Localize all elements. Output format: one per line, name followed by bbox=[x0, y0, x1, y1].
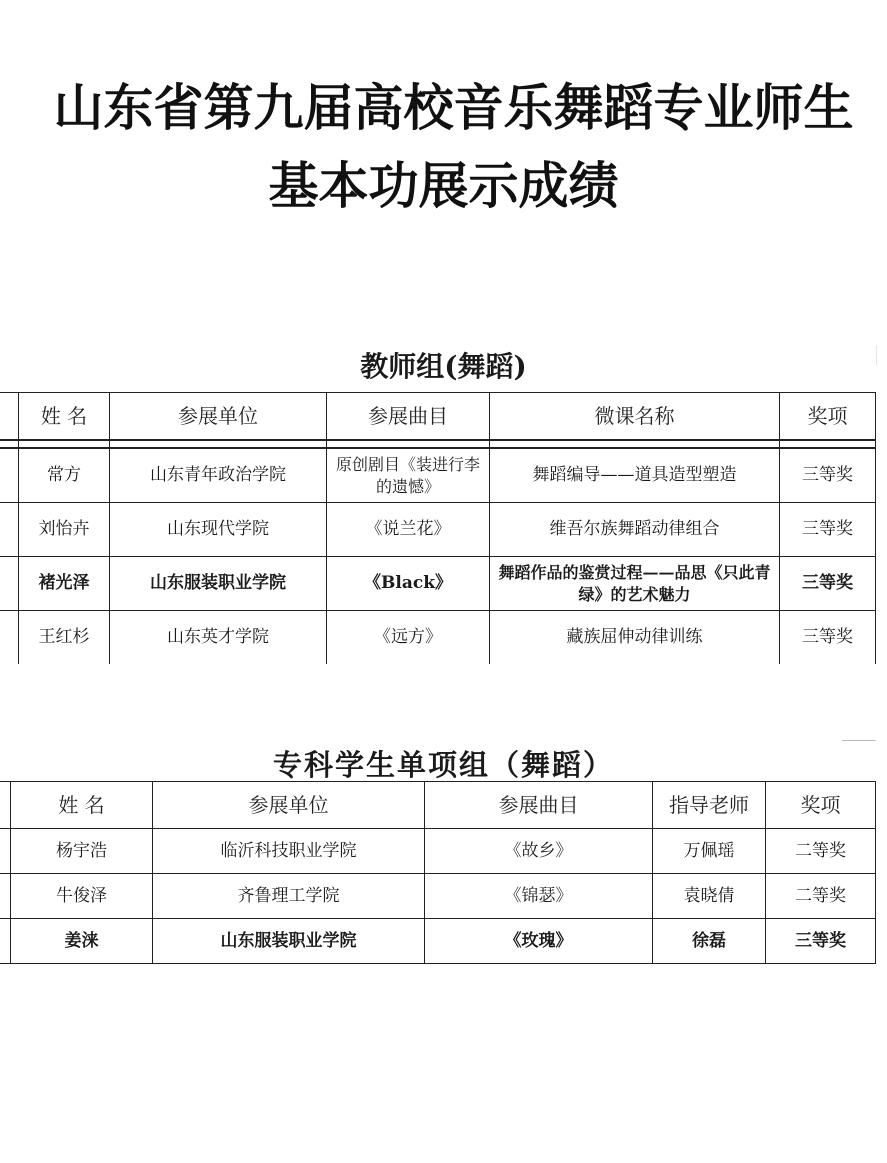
header-award: 奖项 bbox=[780, 393, 876, 441]
award-cell: 三等奖 bbox=[780, 448, 876, 503]
table-row bbox=[0, 874, 876, 919]
scan-artifact-line bbox=[876, 345, 877, 365]
table-row bbox=[0, 448, 876, 503]
page-title-line-2: 基本功展示成绩 bbox=[268, 157, 619, 215]
unit-cell: 山东青年政治学院 bbox=[110, 448, 327, 503]
header-unit: 参展单位 bbox=[153, 782, 425, 829]
header-teacher: 指导老师 bbox=[653, 782, 766, 829]
index-cell bbox=[0, 503, 19, 557]
piece-cell: 《锦瑟》 bbox=[425, 874, 653, 919]
piece-cell: 《Black》 bbox=[327, 557, 490, 611]
course-cell: 维吾尔族舞蹈动律组合 bbox=[490, 503, 780, 557]
header-piece: 参展曲目 bbox=[425, 782, 653, 829]
unit-cell: 临沂科技职业学院 bbox=[153, 829, 425, 874]
student-group-caption: 专科学生单项组（舞蹈） bbox=[272, 748, 614, 782]
header-piece: 参展曲目 bbox=[327, 393, 490, 441]
award-cell: 二等奖 bbox=[766, 829, 876, 874]
teacher-group-caption: 教师组(舞蹈) bbox=[360, 350, 527, 383]
table-row bbox=[0, 557, 876, 611]
piece-cell: 原创剧目《装进行李的遗憾》 bbox=[327, 448, 490, 503]
table-row bbox=[0, 919, 876, 964]
index-cell bbox=[0, 611, 19, 665]
unit-cell: 齐鲁理工学院 bbox=[153, 874, 425, 919]
index-cell bbox=[0, 448, 19, 503]
unit-cell: 山东服装职业学院 bbox=[153, 919, 425, 964]
name-cell: 牛俊泽 bbox=[11, 874, 153, 919]
name-cell: 常方 bbox=[19, 448, 110, 503]
award-cell: 二等奖 bbox=[766, 874, 876, 919]
student-results-table bbox=[0, 781, 876, 964]
page-title-line-1: 山东省第九届高校音乐舞蹈专业师生 bbox=[53, 79, 854, 137]
index-cell bbox=[0, 919, 11, 964]
unit-cell: 山东服装职业学院 bbox=[110, 557, 327, 611]
name-cell: 褚光泽 bbox=[19, 557, 110, 611]
table-row bbox=[0, 503, 876, 557]
teacher-cell: 徐磊 bbox=[653, 919, 766, 964]
index-header bbox=[0, 393, 19, 441]
header-unit: 参展单位 bbox=[110, 393, 327, 441]
header-gap-row bbox=[0, 440, 876, 448]
unit-cell: 山东英才学院 bbox=[110, 611, 327, 665]
name-cell: 王红杉 bbox=[19, 611, 110, 665]
index-cell bbox=[0, 557, 19, 611]
piece-cell: 《远方》 bbox=[327, 611, 490, 665]
course-cell: 藏族屈伸动律训练 bbox=[490, 611, 780, 665]
piece-cell: 《说兰花》 bbox=[327, 503, 490, 557]
scan-artifact-mark bbox=[842, 740, 876, 741]
header-course: 微课名称 bbox=[490, 393, 780, 441]
table-header-row bbox=[0, 782, 876, 829]
header-name: 姓 名 bbox=[19, 393, 110, 441]
name-cell: 杨宇浩 bbox=[11, 829, 153, 874]
index-header bbox=[0, 782, 11, 829]
index-cell bbox=[0, 829, 11, 874]
header-name: 姓 名 bbox=[11, 782, 153, 829]
award-cell: 三等奖 bbox=[780, 503, 876, 557]
header-award: 奖项 bbox=[766, 782, 876, 829]
unit-cell: 山东现代学院 bbox=[110, 503, 327, 557]
teacher-results-table bbox=[0, 392, 876, 664]
piece-cell: 《玫瑰》 bbox=[425, 919, 653, 964]
name-cell: 姜涞 bbox=[11, 919, 153, 964]
course-cell: 舞蹈编导——道具造型塑造 bbox=[490, 448, 780, 503]
award-cell: 三等奖 bbox=[780, 557, 876, 611]
course-cell: 舞蹈作品的鉴赏过程——品思《只此青绿》的艺术魅力 bbox=[490, 557, 780, 611]
table-row bbox=[0, 611, 876, 665]
piece-cell: 《故乡》 bbox=[425, 829, 653, 874]
teacher-cell: 袁晓倩 bbox=[653, 874, 766, 919]
table-row bbox=[0, 829, 876, 874]
table-header-row bbox=[0, 393, 876, 441]
index-cell bbox=[0, 874, 11, 919]
award-cell: 三等奖 bbox=[766, 919, 876, 964]
award-cell: 三等奖 bbox=[780, 611, 876, 665]
name-cell: 刘怡卉 bbox=[19, 503, 110, 557]
teacher-cell: 万佩瑶 bbox=[653, 829, 766, 874]
